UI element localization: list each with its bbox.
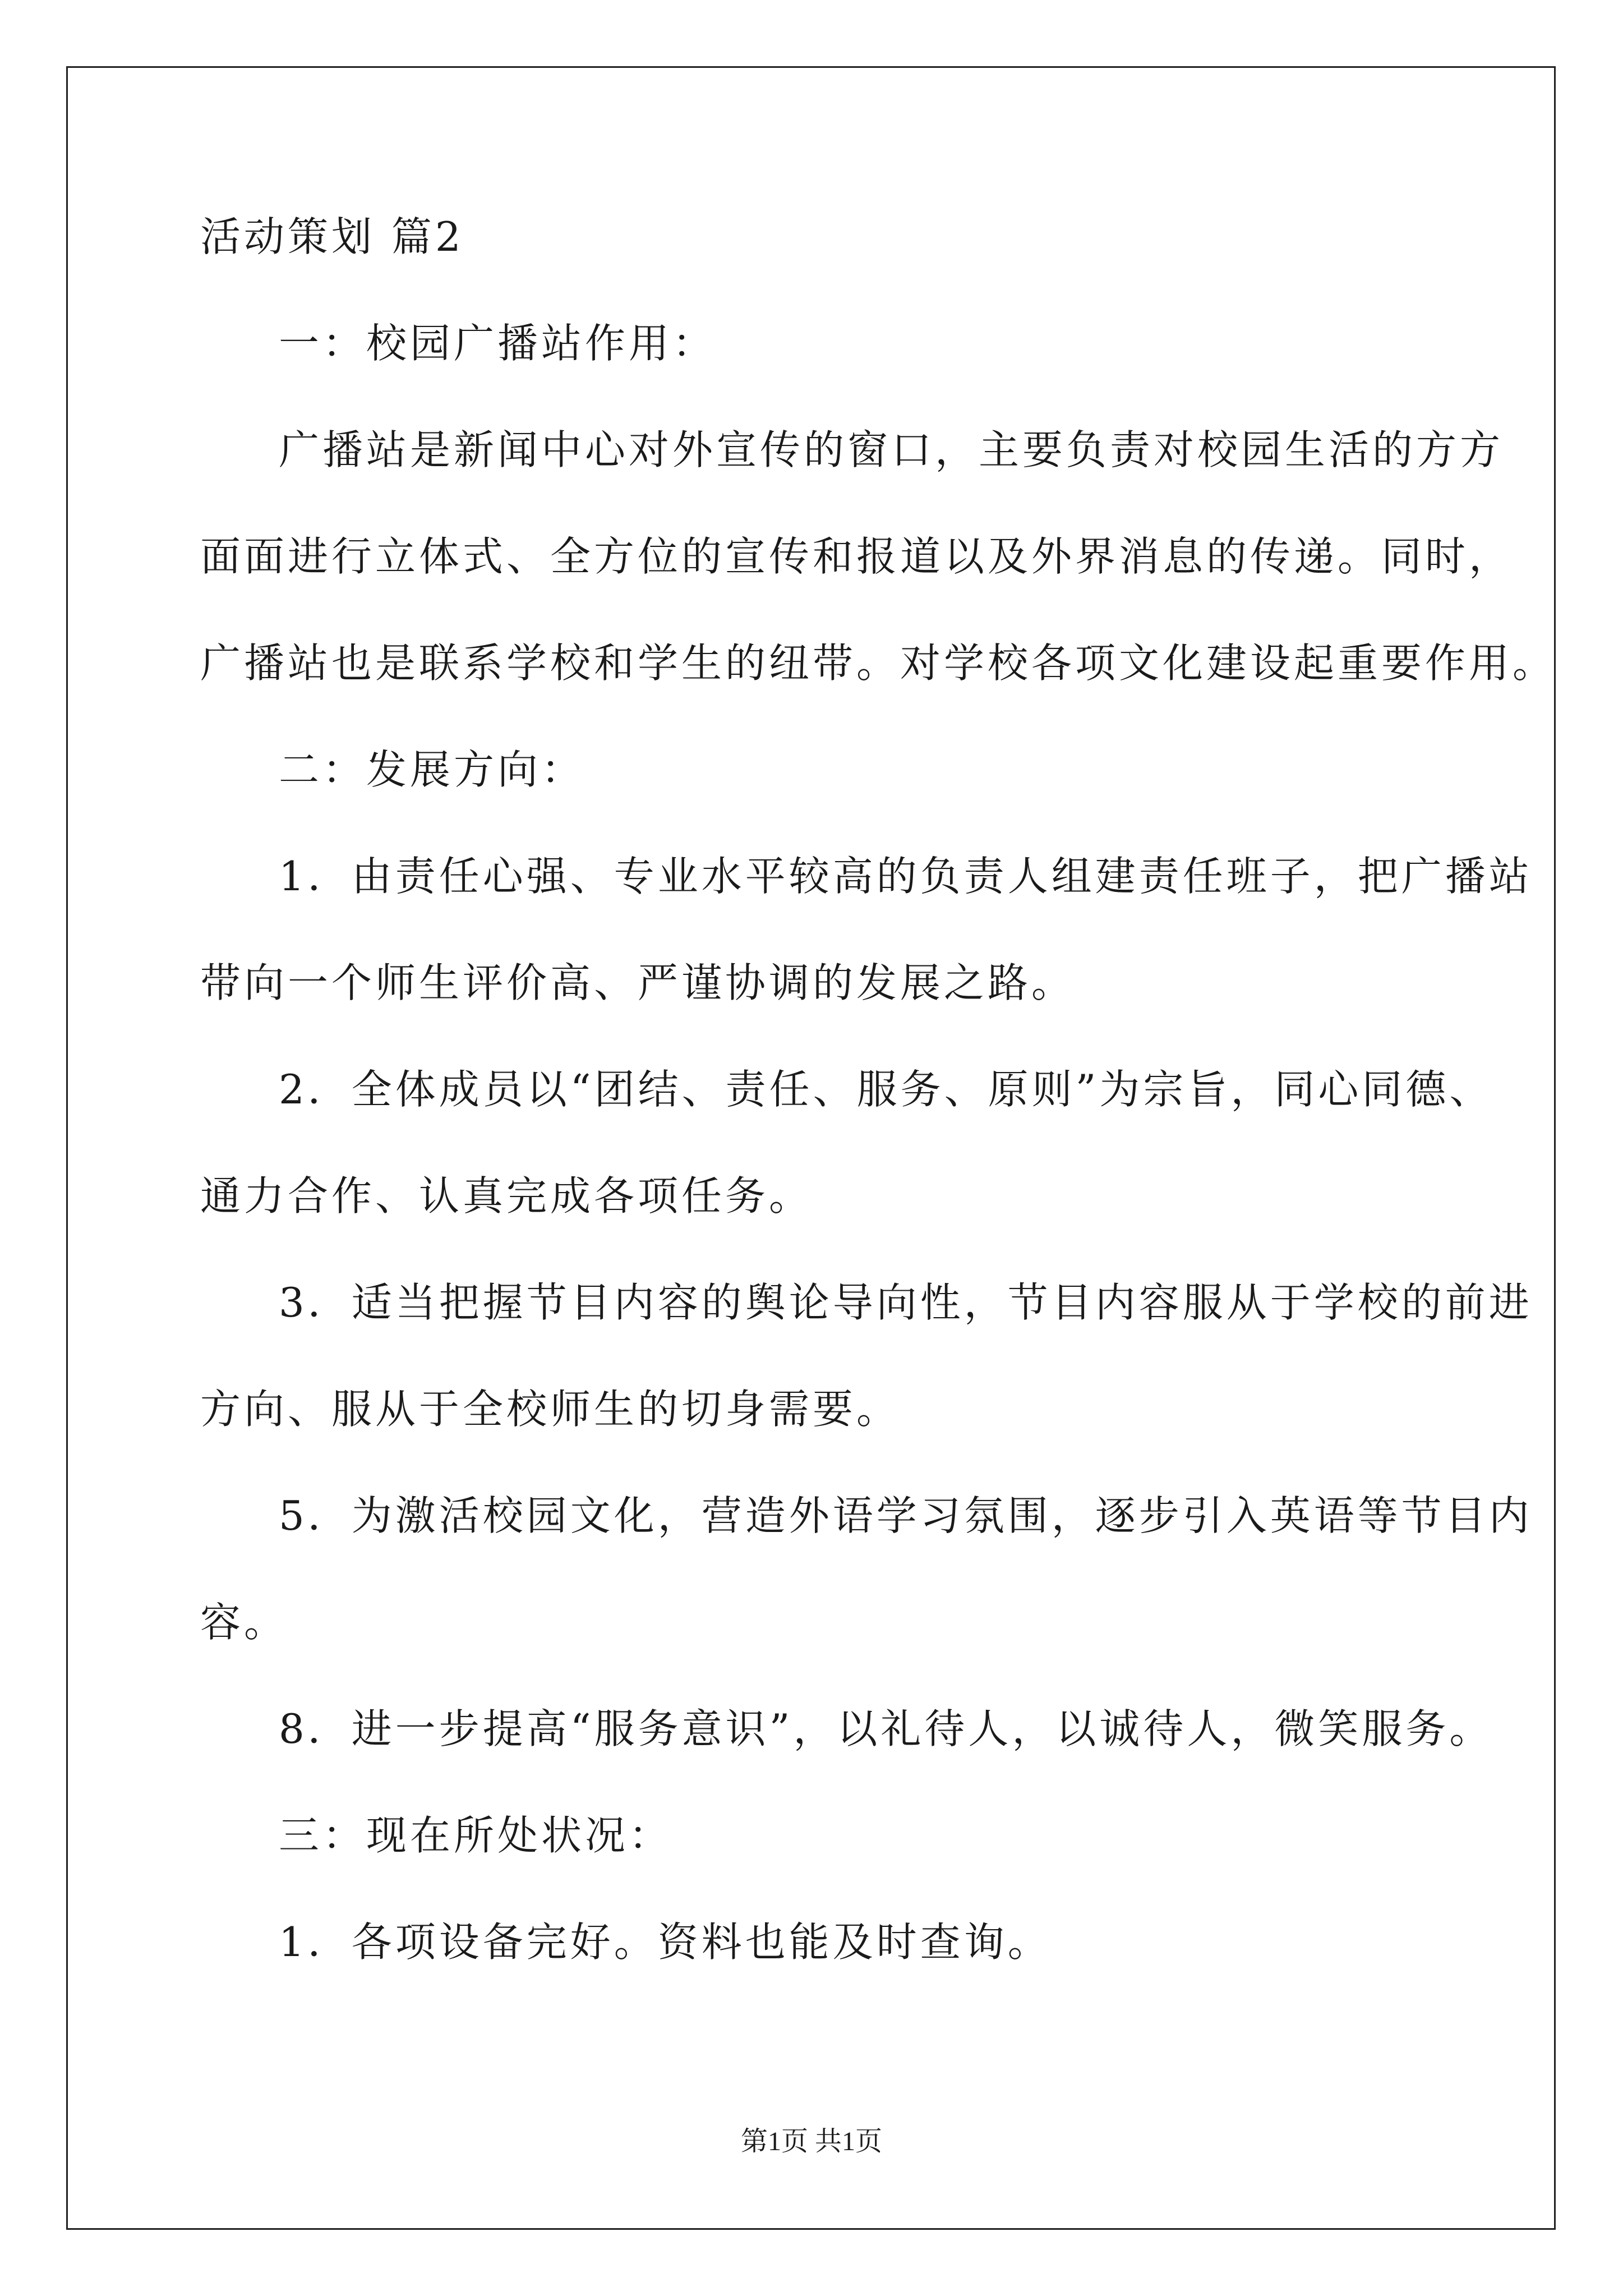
paragraph-line: 广播站是新闻中心对外宣传的窗口，主要负责对校园生活的方方 bbox=[279, 426, 1504, 473]
list-item-line: 5．为激活校园文化，营造外语学习氛围，逐步引入英语等节目内 bbox=[279, 1492, 1533, 1539]
list-item-line: 2．全体成员以“团结、责任、服务、原则”为宗旨，同心同德、 bbox=[279, 1066, 1493, 1113]
paragraph-line: 广播站也是联系学校和学生的纽带。对学校各项文化建设起重要作用。 bbox=[200, 639, 1557, 687]
section-heading-2: 二：发展方向： bbox=[279, 746, 585, 793]
paragraph-line: 面面进行立体式、全方位的宣传和报道以及外界消息的传递。同时， bbox=[200, 533, 1513, 580]
list-item-line: 容。 bbox=[200, 1599, 288, 1646]
list-item-line: 8．进一步提高“服务意识”，以礼待人，以诚待人，微笑服务。 bbox=[279, 1705, 1493, 1752]
list-item-line: 1．由责任心强、专业水平较高的负责人组建责任班子，把广播站 bbox=[279, 853, 1533, 900]
list-item-line: 1．各项设备完好。资料也能及时查询。 bbox=[279, 1918, 1052, 1966]
list-item-line: 带向一个师生评价高、严谨协调的发展之路。 bbox=[200, 959, 1076, 1006]
section-heading-1: 一：校园广播站作用： bbox=[279, 320, 717, 367]
list-item-line: 方向、服从于全校师生的切身需要。 bbox=[200, 1386, 901, 1433]
page-footer: 第1页 共1页 bbox=[740, 2127, 882, 2156]
page-border bbox=[66, 66, 1556, 2230]
section-heading-3: 三：现在所处状况： bbox=[279, 1812, 673, 1859]
list-item-line: 通力合作、认真完成各项任务。 bbox=[200, 1172, 813, 1220]
document-title: 活动策划 篇2 bbox=[200, 213, 464, 260]
list-item-line: 3．适当把握节目内容的舆论导向性，节目内容服从于学校的前进 bbox=[279, 1279, 1533, 1326]
